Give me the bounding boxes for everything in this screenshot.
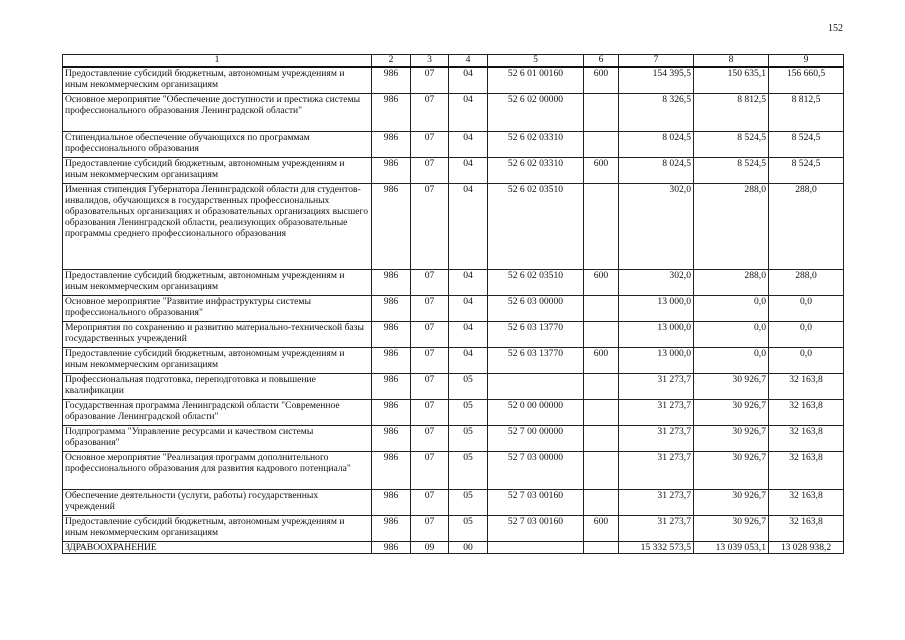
cell-target-code: 52 7 03 00000	[488, 451, 584, 489]
cell-section: 07	[411, 269, 449, 295]
cell-expense-type	[584, 93, 619, 131]
cell-name: Предоставление субсидий бюджетным, автономным учреждениям и иным некоммерческим организациям	[63, 269, 372, 295]
cell-amount-col7: 31 273,7	[619, 515, 694, 541]
cell-subsection: 04	[449, 131, 488, 157]
cell-section: 09	[411, 541, 449, 553]
cell-section: 07	[411, 295, 449, 321]
cell-amount-col9: 32 163,8	[769, 451, 844, 489]
cell-expense-type	[584, 399, 619, 425]
cell-amount-col8: 288,0	[694, 269, 769, 295]
cell-amount-col7: 302,0	[619, 269, 694, 295]
cell-amount-col9: 32 163,8	[769, 425, 844, 451]
cell-expense-type: 600	[584, 67, 619, 93]
cell-grbs: 986	[372, 373, 411, 399]
cell-amount-col7: 31 273,7	[619, 399, 694, 425]
cell-section: 07	[411, 321, 449, 347]
cell-name: Государственная программа Ленинградской области "Современное образование Ленинградской области"	[63, 399, 372, 425]
cell-amount-col8: 8 524,5	[694, 157, 769, 183]
cell-amount-col9: 13 028 938,2	[769, 541, 844, 553]
cell-amount-col8: 30 926,7	[694, 425, 769, 451]
cell-amount-col7: 154 395,5	[619, 67, 694, 93]
table-body	[63, 67, 844, 553]
cell-name: Предоставление субсидий бюджетным, автономным учреждениям и иным некоммерческим организациям	[63, 67, 372, 93]
cell-amount-col7: 31 273,7	[619, 425, 694, 451]
cell-expense-type	[584, 373, 619, 399]
cell-subsection: 04	[449, 157, 488, 183]
table-row	[63, 347, 844, 373]
table-row	[63, 131, 844, 157]
cell-subsection: 04	[449, 93, 488, 131]
cell-name: Именная стипендия Губернатора Ленинградской области для студентов-инвалидов, обучающихся в государственных профессиональных образовательных организациях и образовательных организациях высшего образования Ленинградской области, реализующих образовательные программы среднего профессионального образования	[63, 183, 372, 269]
cell-amount-col8: 30 926,7	[694, 489, 769, 515]
cell-amount-col8: 0,0	[694, 321, 769, 347]
cell-grbs: 986	[372, 425, 411, 451]
cell-grbs: 986	[372, 183, 411, 269]
table-row	[63, 541, 844, 553]
cell-amount-col7: 302,0	[619, 183, 694, 269]
cell-amount-col7: 13 000,0	[619, 321, 694, 347]
cell-target-code: 52 7 03 00160	[488, 515, 584, 541]
cell-subsection: 00	[449, 541, 488, 553]
header-cell-9: 9	[769, 55, 844, 68]
cell-amount-col8: 13 039 053,1	[694, 541, 769, 553]
cell-expense-type: 600	[584, 515, 619, 541]
header-cell-6: 6	[584, 55, 619, 68]
cell-subsection: 05	[449, 515, 488, 541]
cell-grbs: 986	[372, 269, 411, 295]
cell-target-code: 52 6 03 13770	[488, 321, 584, 347]
table-header	[63, 55, 844, 68]
cell-amount-col7: 15 332 573,5	[619, 541, 694, 553]
cell-grbs: 986	[372, 347, 411, 373]
cell-subsection: 04	[449, 183, 488, 269]
header-cell-4: 4	[449, 55, 488, 68]
table-row	[63, 321, 844, 347]
cell-amount-col8: 288,0	[694, 183, 769, 269]
cell-section: 07	[411, 93, 449, 131]
cell-name: Стипендиальное обеспечение обучающихся по программам профессионального образования	[63, 131, 372, 157]
header-row	[63, 55, 844, 68]
table-row	[63, 373, 844, 399]
cell-name: Мероприятия по сохранению и развитию материально-технической базы государственных учреждений	[63, 321, 372, 347]
cell-amount-col8: 0,0	[694, 347, 769, 373]
cell-section: 07	[411, 157, 449, 183]
cell-section: 07	[411, 515, 449, 541]
cell-amount-col7: 13 000,0	[619, 295, 694, 321]
cell-subsection: 05	[449, 399, 488, 425]
cell-amount-col7: 31 273,7	[619, 451, 694, 489]
cell-amount-col9: 8 524,5	[769, 131, 844, 157]
cell-expense-type	[584, 131, 619, 157]
cell-expense-type: 600	[584, 347, 619, 373]
cell-amount-col8: 30 926,7	[694, 373, 769, 399]
cell-expense-type	[584, 425, 619, 451]
cell-expense-type	[584, 541, 619, 553]
cell-subsection: 04	[449, 295, 488, 321]
cell-amount-col9: 156 660,5	[769, 67, 844, 93]
cell-grbs: 986	[372, 541, 411, 553]
header-cell-5: 5	[488, 55, 584, 68]
cell-grbs: 986	[372, 321, 411, 347]
header-cell-1: 1	[63, 55, 372, 68]
cell-target-code: 52 6 03 00000	[488, 295, 584, 321]
table-row	[63, 157, 844, 183]
cell-amount-col7: 8 024,5	[619, 157, 694, 183]
header-cell-8: 8	[694, 55, 769, 68]
cell-amount-col8: 30 926,7	[694, 399, 769, 425]
cell-grbs: 986	[372, 515, 411, 541]
cell-expense-type	[584, 451, 619, 489]
cell-grbs: 986	[372, 93, 411, 131]
cell-section: 07	[411, 183, 449, 269]
cell-amount-col8: 8 812,5	[694, 93, 769, 131]
cell-amount-col8: 30 926,7	[694, 515, 769, 541]
cell-name: Основное мероприятие "Реализация программ дополнительного профессионального образования для развития кадрового потенциала"	[63, 451, 372, 489]
cell-name: Предоставление субсидий бюджетным, автономным учреждениям и иным некоммерческим организациям	[63, 347, 372, 373]
table-row	[63, 183, 844, 269]
table-row	[63, 67, 844, 93]
cell-subsection: 04	[449, 347, 488, 373]
cell-grbs: 986	[372, 131, 411, 157]
cell-expense-type	[584, 489, 619, 515]
cell-section: 07	[411, 373, 449, 399]
table-row	[63, 489, 844, 515]
cell-subsection: 04	[449, 67, 488, 93]
cell-name: Профессиональная подготовка, переподготовка и повышение квалификации	[63, 373, 372, 399]
cell-name: Обеспечение деятельности (услуги, работы) государственных учреждений	[63, 489, 372, 515]
cell-section: 07	[411, 347, 449, 373]
cell-target-code: 52 6 02 03310	[488, 131, 584, 157]
cell-expense-type: 600	[584, 157, 619, 183]
cell-amount-col9: 288,0	[769, 269, 844, 295]
table-row	[63, 295, 844, 321]
cell-target-code: 52 6 02 03510	[488, 269, 584, 295]
cell-target-code: 52 0 00 00000	[488, 399, 584, 425]
table-row	[63, 451, 844, 489]
cell-amount-col9: 0,0	[769, 347, 844, 373]
cell-section: 07	[411, 489, 449, 515]
cell-subsection: 04	[449, 269, 488, 295]
cell-section: 07	[411, 451, 449, 489]
cell-amount-col9: 8 524,5	[769, 157, 844, 183]
cell-subsection: 04	[449, 321, 488, 347]
cell-grbs: 986	[372, 489, 411, 515]
header-cell-3: 3	[411, 55, 449, 68]
cell-target-code: 52 6 01 00160	[488, 67, 584, 93]
cell-name: Основное мероприятие "Обеспечение доступности и престижа системы профессионального образования Ленинградской области"	[63, 93, 372, 131]
cell-expense-type	[584, 321, 619, 347]
cell-target-code: 52 7 00 00000	[488, 425, 584, 451]
cell-target-code: 52 6 03 13770	[488, 347, 584, 373]
cell-amount-col9: 32 163,8	[769, 373, 844, 399]
cell-grbs: 986	[372, 157, 411, 183]
cell-grbs: 986	[372, 67, 411, 93]
cell-amount-col7: 31 273,7	[619, 489, 694, 515]
cell-name: ЗДРАВООХРАНЕНИЕ	[63, 541, 372, 553]
cell-name: Предоставление субсидий бюджетным, автономным учреждениям и иным некоммерческим организациям	[63, 515, 372, 541]
cell-target-code: 52 7 03 00160	[488, 489, 584, 515]
cell-amount-col8: 30 926,7	[694, 451, 769, 489]
table-row	[63, 93, 844, 131]
cell-target-code: 52 6 02 03310	[488, 157, 584, 183]
cell-subsection: 05	[449, 373, 488, 399]
cell-amount-col8: 8 524,5	[694, 131, 769, 157]
cell-target-code	[488, 373, 584, 399]
cell-target-code: 52 6 02 00000	[488, 93, 584, 131]
cell-grbs: 986	[372, 295, 411, 321]
cell-amount-col9: 0,0	[769, 295, 844, 321]
cell-name: Подпрограмма "Управление ресурсами и качеством системы образования"	[63, 425, 372, 451]
cell-section: 07	[411, 67, 449, 93]
table-row	[63, 399, 844, 425]
cell-name: Предоставление субсидий бюджетным, автономным учреждениям и иным некоммерческим организациям	[63, 157, 372, 183]
cell-subsection: 05	[449, 425, 488, 451]
cell-subsection: 05	[449, 451, 488, 489]
cell-grbs: 986	[372, 399, 411, 425]
cell-amount-col9: 8 812,5	[769, 93, 844, 131]
table-row	[63, 425, 844, 451]
cell-target-code	[488, 541, 584, 553]
cell-target-code: 52 6 02 03510	[488, 183, 584, 269]
cell-amount-col8: 0,0	[694, 295, 769, 321]
header-cell-7: 7	[619, 55, 694, 68]
cell-grbs: 986	[372, 451, 411, 489]
cell-name: Основное мероприятие "Развитие инфраструктуры системы профессионального образования"	[63, 295, 372, 321]
cell-section: 07	[411, 131, 449, 157]
cell-expense-type	[584, 295, 619, 321]
cell-section: 07	[411, 425, 449, 451]
cell-amount-col7: 31 273,7	[619, 373, 694, 399]
cell-section: 07	[411, 399, 449, 425]
cell-amount-col9: 32 163,8	[769, 515, 844, 541]
page-number: 152	[828, 23, 843, 34]
cell-amount-col9: 0,0	[769, 321, 844, 347]
cell-amount-col9: 32 163,8	[769, 489, 844, 515]
cell-amount-col9: 32 163,8	[769, 399, 844, 425]
cell-expense-type	[584, 183, 619, 269]
cell-amount-col9: 288,0	[769, 183, 844, 269]
cell-expense-type: 600	[584, 269, 619, 295]
budget-table	[62, 54, 844, 554]
header-cell-2: 2	[372, 55, 411, 68]
cell-subsection: 05	[449, 489, 488, 515]
table-row	[63, 269, 844, 295]
cell-amount-col7: 13 000,0	[619, 347, 694, 373]
table-row	[63, 515, 844, 541]
cell-amount-col7: 8 326,5	[619, 93, 694, 131]
cell-amount-col7: 8 024,5	[619, 131, 694, 157]
cell-amount-col8: 150 635,1	[694, 67, 769, 93]
